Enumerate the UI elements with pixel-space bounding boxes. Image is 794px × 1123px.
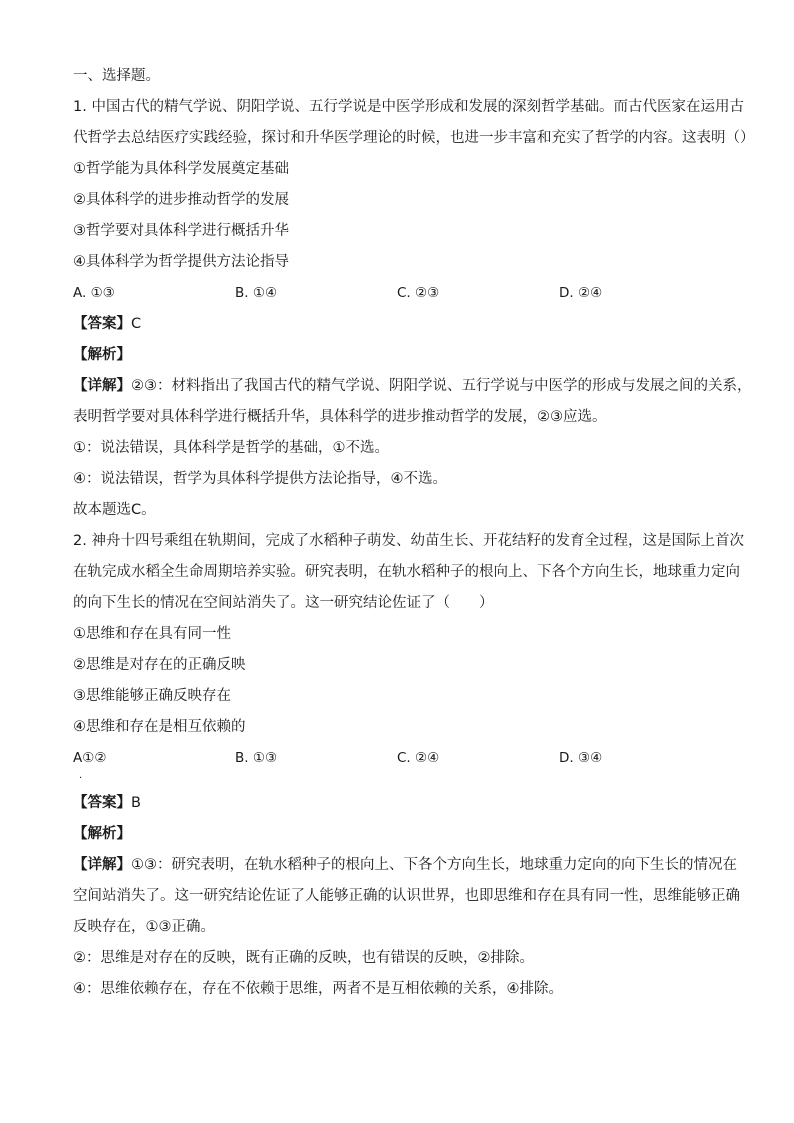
question-2-option-a: A①② xyxy=(73,750,107,766)
question-2-answer-value: B xyxy=(131,795,141,811)
question-2-answer xyxy=(73,793,733,813)
question-1 xyxy=(73,97,755,520)
question-2-detail-text-1: ①③：研究表明，在轨水稻种子的根向上、下各个方向生长，地球重力定向的向下生长的情况在 xyxy=(131,857,737,873)
question-2-detail-line-5: ④：思维依赖存在，存在不依赖于思维，两者不是互相依赖的关系，④排除。 xyxy=(73,981,563,997)
question-1-stem-line-1: 1. 中国古代的精气学说、阴阳学说、五行学说是中医学形成和发展的深刻哲学基础。而古代医家在运用古 xyxy=(73,99,744,115)
question-2-statement-1: ①思维和存在具有同一性 xyxy=(73,626,231,642)
question-2-option-d: D. ③④ xyxy=(559,750,603,766)
question-1-detail-line-2: 表明哲学要对具体科学进行概括升华，具体科学的进步推动哲学的发展，②③应选。 xyxy=(73,409,607,425)
question-2-stem-line-3: 的向下生长的情况在空间站消失了。这一研究结论佐证了（ ） xyxy=(73,595,494,611)
question-2-statement-4: ④思维和存在是相互依赖的 xyxy=(73,719,246,735)
question-1-answer xyxy=(73,314,733,334)
stray-dot: . xyxy=(79,770,83,781)
question-2-detail-line-2: 空间站消失了。这一研究结论佐证了人能够正确的认识世界，也即思维和存在具有同一性，思维能够正确 xyxy=(73,888,740,904)
question-1-detail-line-3: ①：说法错误，具体科学是哲学的基础，①不选。 xyxy=(73,440,389,456)
question-1-answer-value: C xyxy=(131,316,142,332)
question-1-analysis-tag: 【解析】 xyxy=(73,347,131,363)
question-1-statement-1: ①哲学能为具体科学发展奠定基础 xyxy=(73,161,289,177)
question-1-detail-tag: 【详解】 xyxy=(73,378,131,394)
question-1-options xyxy=(73,283,733,303)
question-1-option-c: C. ②③ xyxy=(397,285,440,301)
question-1-option-a: A. ①③ xyxy=(73,285,115,301)
question-2-statement-3: ③思维能够正确反映存在 xyxy=(73,688,231,704)
question-1-statement-3: ③哲学要对具体科学进行概括升华 xyxy=(73,223,289,239)
question-2-detail-line-4: ②：思维是对存在的反映，既有正确的反映，也有错误的反映，②排除。 xyxy=(73,950,534,966)
question-1-detail-line-4: ④：说法错误，哲学为具体科学提供方法论指导，④不选。 xyxy=(73,471,447,487)
question-1-detail-line-5: 故本题选C。 xyxy=(73,502,156,518)
question-1-option-d: D. ②④ xyxy=(559,285,603,301)
question-2 xyxy=(73,531,744,999)
question-2-detail-line-1 xyxy=(73,855,737,875)
question-2-detail-tag: 【详解】 xyxy=(73,857,131,873)
question-2-stem-line-1: 2. 神舟十四号乘组在轨期间，完成了水稻种子萌发、幼苗生长、开花结籽的发育全过程，这是国际上首次 xyxy=(73,533,744,549)
question-2-analysis-tag: 【解析】 xyxy=(73,826,131,842)
question-2-statement-2: ②思维是对存在的正确反映 xyxy=(73,657,246,673)
question-2-answer-tag: 【答案】 xyxy=(73,795,131,811)
question-2-options xyxy=(73,748,733,768)
question-2-stem-line-2: 在轨完成水稻全生命周期培养实验。研究表明，在轨水稻种子的根向上、下各个方向生长，地球重力定向 xyxy=(73,564,740,580)
section-title: 一、选择题。 xyxy=(73,68,160,84)
question-2-analysis xyxy=(73,824,733,844)
question-1-stem-line-2: 代哲学去总结医疗实践经验，探讨和升华医学理论的时候，也进一步丰富和充实了哲学的内容。这表明（） xyxy=(73,130,755,146)
question-1-detail-line-1 xyxy=(73,376,752,396)
question-1-detail-text-1: ②③：材料指出了我国古代的精气学说、阴阳学说、五行学说与中医学的形成与发展之间的关系， xyxy=(131,378,752,394)
question-2-detail-line-3: 反映存在，①③正确。 xyxy=(73,919,215,935)
question-2-option-b: B. ①③ xyxy=(235,750,278,766)
question-2-option-c: C. ②④ xyxy=(397,750,440,766)
question-1-answer-tag: 【答案】 xyxy=(73,316,131,332)
document-page xyxy=(73,66,755,1010)
question-1-analysis xyxy=(73,345,733,365)
question-1-option-b: B. ①④ xyxy=(235,285,278,301)
question-1-statement-4: ④具体科学为哲学提供方法论指导 xyxy=(73,254,289,270)
question-1-statement-2: ②具体科学的进步推动哲学的发展 xyxy=(73,192,289,208)
